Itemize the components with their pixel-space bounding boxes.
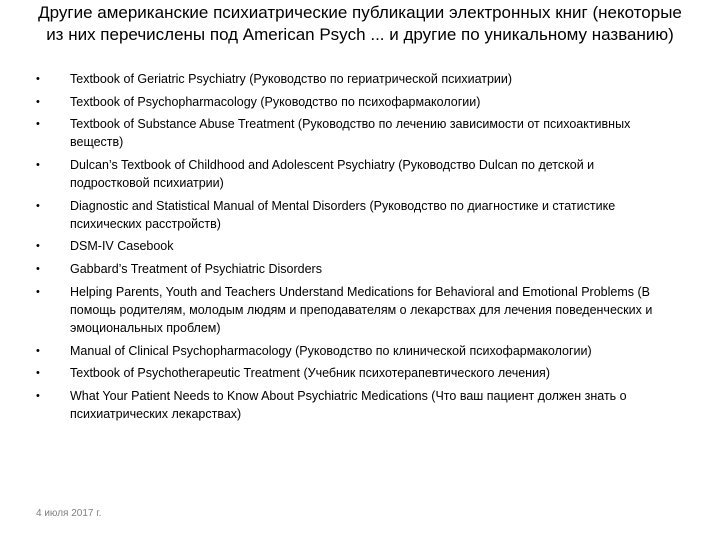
list-item-text: Helping Parents, Youth and Teachers Understand Medications for Behavioral and Emotional Problems (В помощь родителям, молодым людям и преподавателям о лекарствах для лечения поведенческих и эмоциональных проблем) (70, 284, 653, 335)
list-item-text: Dulcan’s Textbook of Childhood and Adolescent Psychiatry (Руководство Dulcan по детской и подростковой психиатрии) (70, 158, 595, 191)
list-item (36, 387, 676, 423)
bullet-icon: • (36, 199, 40, 212)
bullet-icon: • (36, 118, 40, 131)
bullet-icon: • (36, 240, 40, 253)
bullet-icon: • (36, 389, 40, 402)
bullet-icon: • (36, 95, 40, 108)
list-item-text: DSM-IV Casebook (70, 239, 174, 254)
list-item-text: Textbook of Geriatric Psychiatry (Руководство по гериатрической психиатрии) (70, 72, 513, 86)
list-item-text: Textbook of Substance Abuse Treatment (Руководство по лечению зависимости от психоактивных веществ) (70, 117, 631, 150)
bullet-icon: • (36, 263, 40, 276)
bullet-icon: • (36, 367, 40, 380)
list-item-text: Gabbard’s Treatment of Psychiatric Disorders (70, 262, 322, 277)
bullet-icon: • (36, 344, 40, 357)
list-item (36, 156, 676, 192)
list-item-text: Textbook of Psychotherapeutic Treatment (Учебник психотерапевтического лечения) (70, 366, 550, 381)
list-item (36, 93, 676, 111)
list-item (36, 342, 676, 360)
list-item-text: What Your Patient Needs to Know About Psychiatric Medications (Что ваш пациент должен знать о психиатрических лекарствах) (70, 388, 627, 421)
list-item (36, 197, 676, 233)
list-item-text: Textbook of Psychopharmacology (Руководство по психофармакологии) (70, 94, 481, 109)
list-item (36, 115, 676, 151)
list-item (36, 364, 676, 382)
slide-title: Другие американские психиатрические публикации электронных книг (некоторые из них перечислены под American Psych ... и другие по уникальному названию) (38, 3, 682, 44)
list-item (36, 237, 676, 255)
bullet-icon: • (36, 159, 40, 172)
slide-date: 4 июля 2017 г. (36, 508, 102, 519)
list-item (36, 70, 676, 88)
bullet-list (36, 70, 676, 428)
list-item-text: Diagnostic and Statistical Manual of Mental Disorders (Руководство по диагностике и статистике психических расстройств) (70, 198, 616, 231)
list-item (36, 283, 676, 337)
list-item-text: Manual of Clinical Psychopharmacology (Руководство по клинической психофармакологии) (70, 343, 592, 358)
bullet-icon: • (36, 73, 40, 85)
bullet-icon: • (36, 285, 40, 298)
list-item (36, 260, 676, 278)
